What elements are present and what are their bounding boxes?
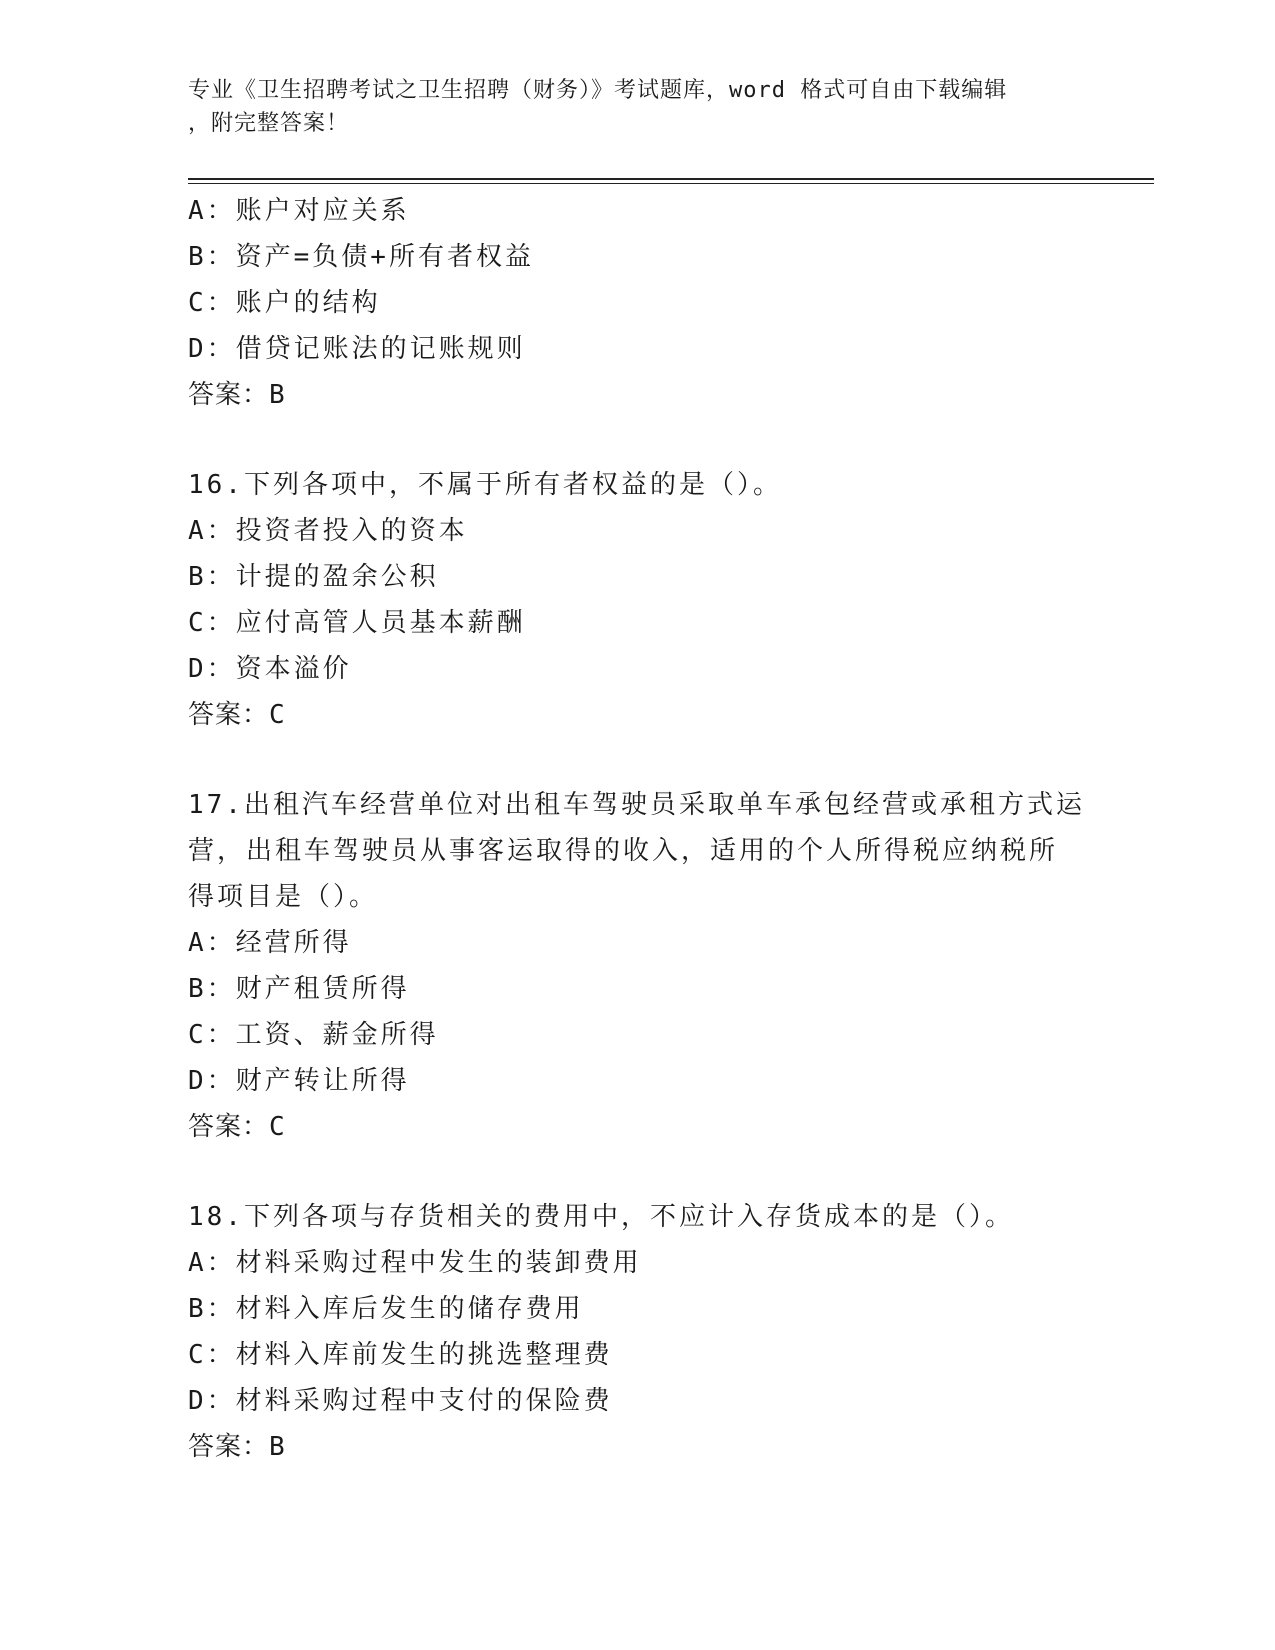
option-b: B：材料入库后发生的储存费用 (188, 1294, 584, 1324)
header-divider-thick (188, 178, 1154, 180)
option-d: D：资本溢价 (188, 654, 352, 684)
answer-value: B (269, 380, 286, 410)
option-a: A：经营所得 (188, 928, 352, 958)
question-stem-line-2: 营，出租车驾驶员从事客运取得的收入，适用的个人所得税应纳税所 (188, 836, 1059, 866)
option-b: B：资产=负债+所有者权益 (188, 242, 534, 272)
answer-label: 答案： (188, 700, 270, 730)
option-c: C：应付高管人员基本薪酬 (188, 608, 526, 638)
question-stem-line-1: 17.出租汽车经营单位对出租车驾驶员采取单车承包经营或承租方式运 (188, 790, 1085, 820)
option-d: D：财产转让所得 (188, 1066, 410, 1096)
answer-line (188, 1424, 1088, 1470)
answer-value: C (269, 1112, 286, 1142)
option-a: A：投资者投入的资本 (188, 516, 468, 546)
answer-line (188, 1104, 1088, 1150)
option-d: D：借贷记账法的记账规则 (188, 334, 526, 364)
header-line-2: ，附完整答案！ (188, 111, 350, 136)
option-c: C：材料入库前发生的挑选整理费 (188, 1340, 613, 1370)
option-a: A：账户对应关系 (188, 196, 410, 226)
option-d: D：材料采购过程中支付的保险费 (188, 1386, 613, 1416)
question-stem: 16.下列各项中，不属于所有者权益的是（）。 (188, 470, 782, 500)
answer-label: 答案： (188, 380, 270, 410)
header-divider-thin (188, 183, 1154, 184)
option-c: C：工资、薪金所得 (188, 1020, 439, 1050)
question-block-17 (188, 782, 1088, 1150)
question-block-prev (188, 188, 1088, 418)
answer-value: C (269, 700, 286, 730)
option-c: C：账户的结构 (188, 288, 381, 318)
question-block-16 (188, 462, 1088, 738)
question-block-18 (188, 1194, 1088, 1470)
question-stem-line-3: 得项目是（）。 (188, 882, 379, 912)
header-line-1: 专业《卫生招聘考试之卫生招聘（财务）》考试题库，word 格式可自由下载编辑 (188, 78, 1008, 103)
option-b: B：财产租赁所得 (188, 974, 410, 1004)
question-list (188, 188, 1088, 1470)
option-b: B：计提的盈余公积 (188, 562, 439, 592)
question-stem: 18.下列各项与存货相关的费用中，不应计入存货成本的是（）。 (188, 1202, 1014, 1232)
document-header (188, 74, 1068, 140)
answer-line (188, 692, 1088, 738)
answer-line (188, 372, 1088, 418)
answer-value: B (269, 1432, 286, 1462)
answer-label: 答案： (188, 1432, 270, 1462)
answer-label: 答案： (188, 1112, 270, 1142)
option-a: A：材料采购过程中发生的装卸费用 (188, 1248, 642, 1278)
